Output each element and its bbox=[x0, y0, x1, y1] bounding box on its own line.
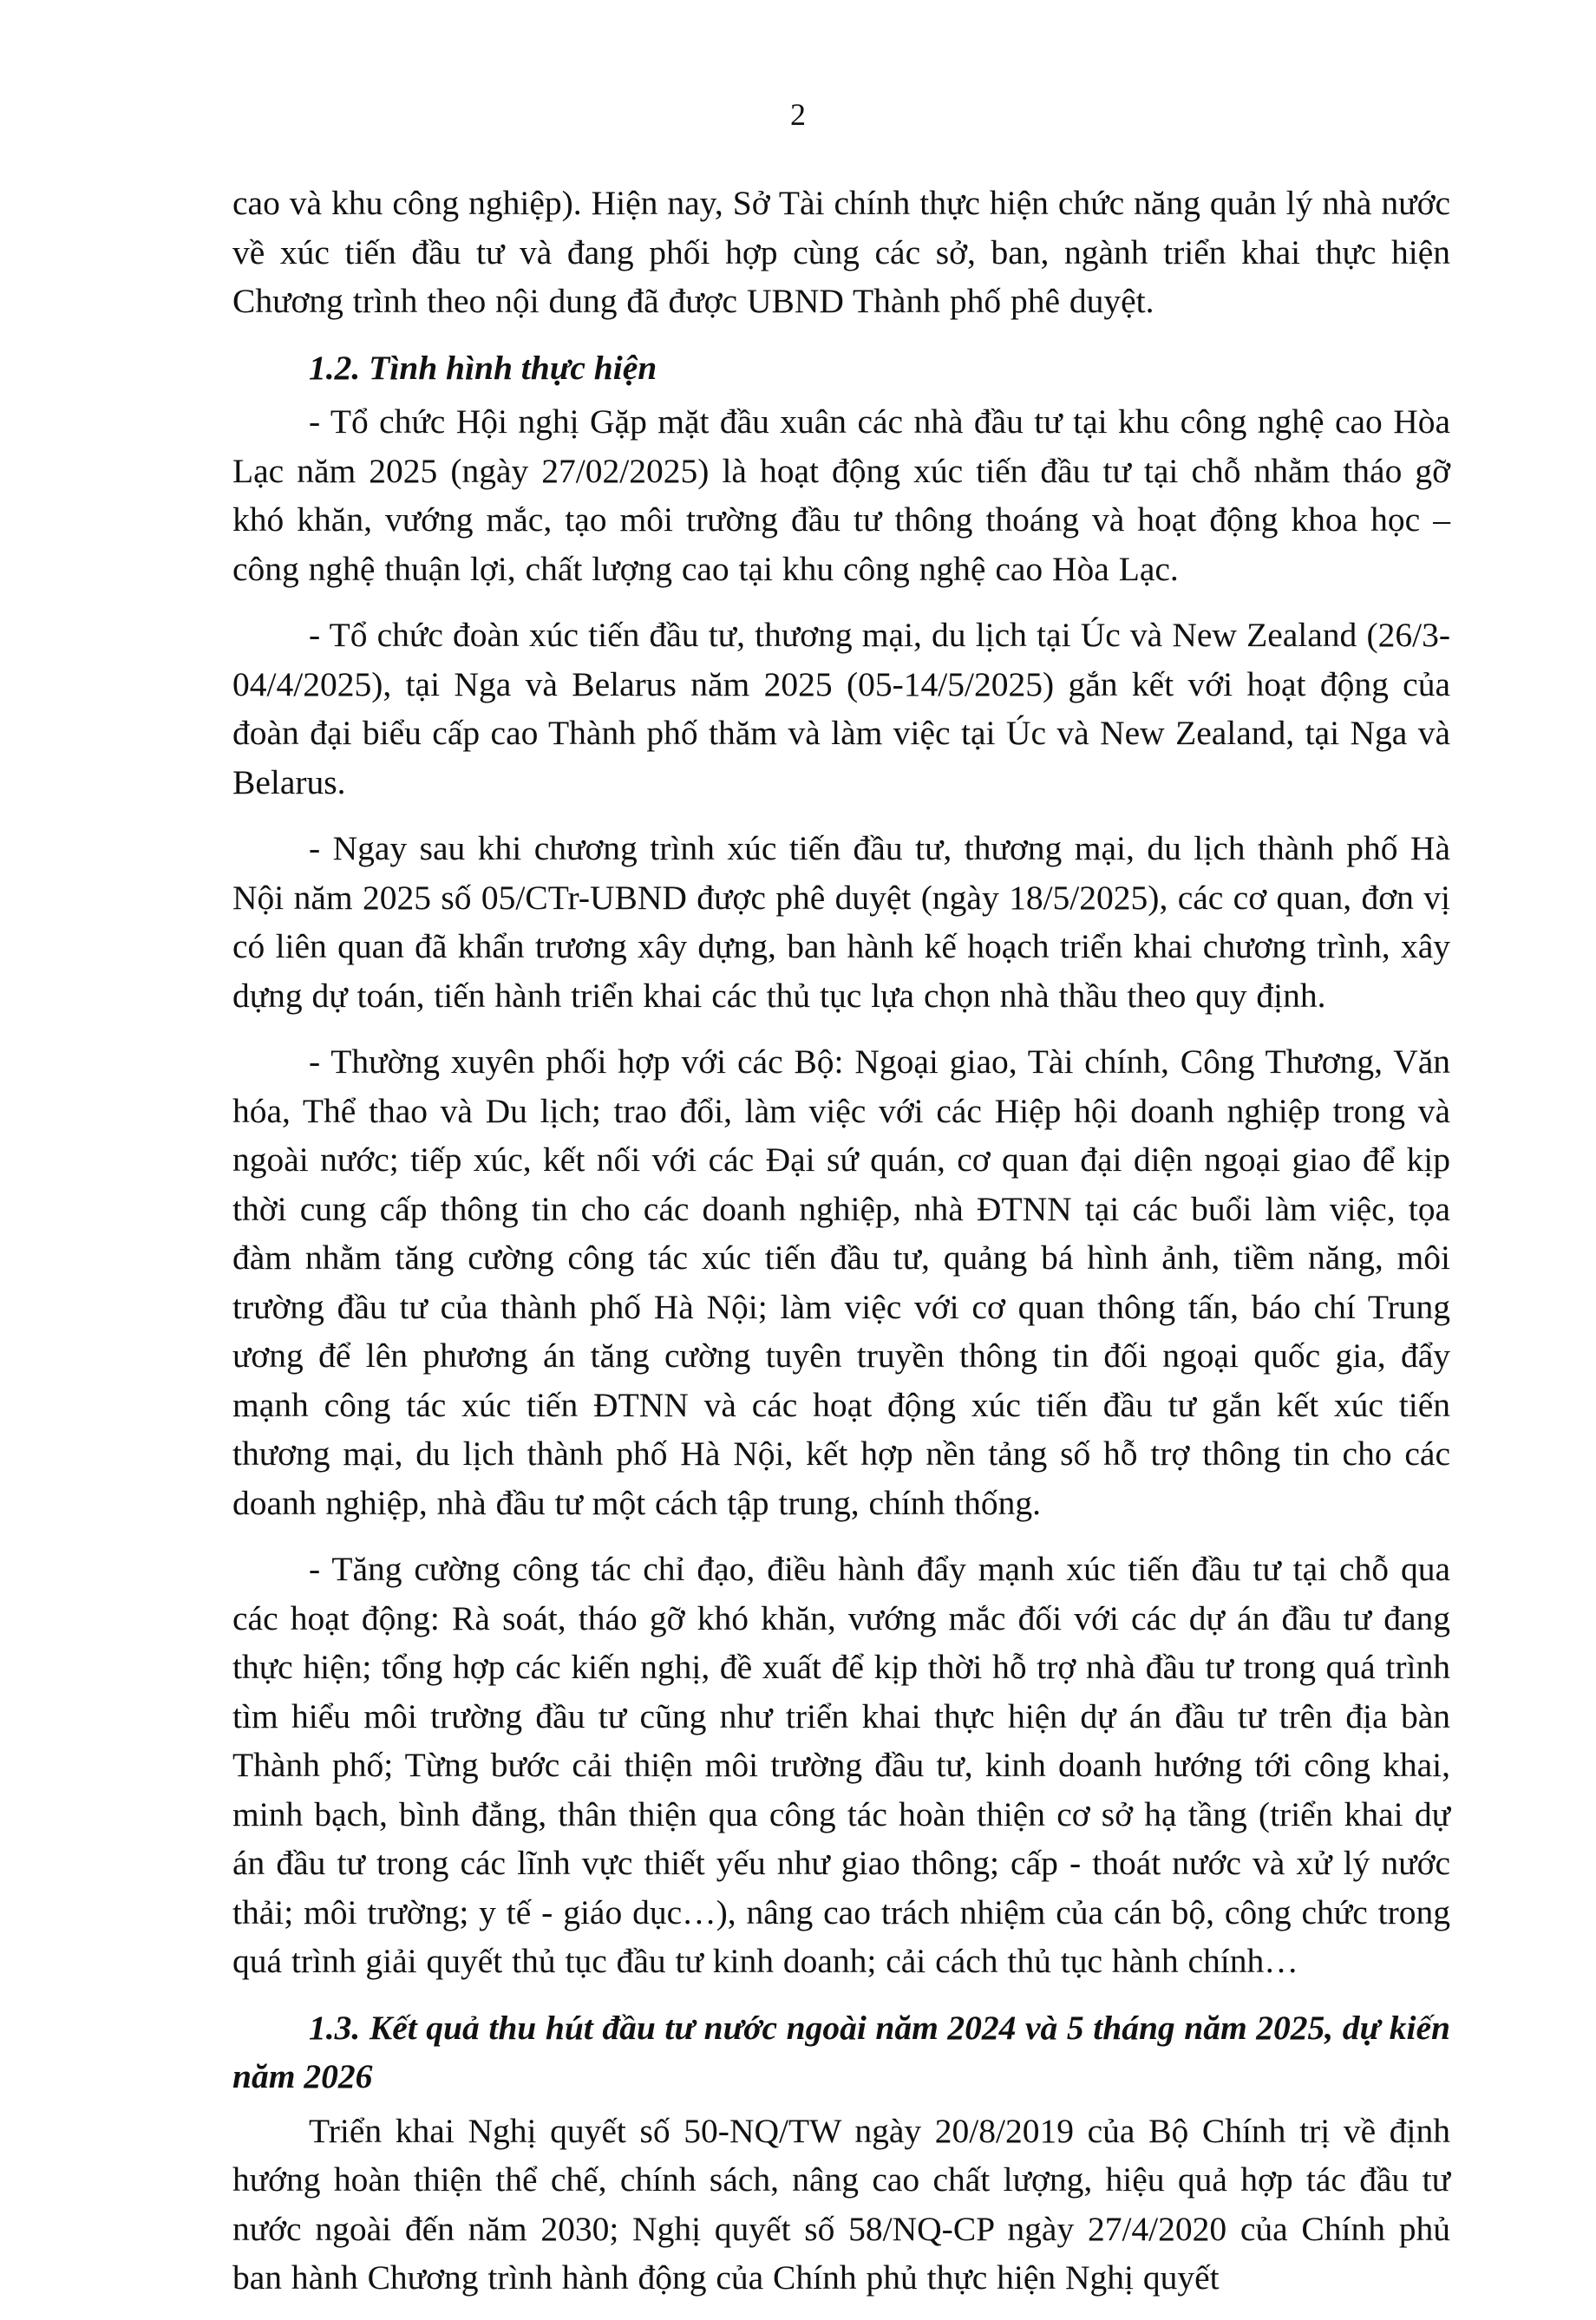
section-heading-1-3: 1.3. Kết quả thu hút đầu tư nước ngoài năm 2024 và 5 tháng năm 2025, dự kiến năm 2026 bbox=[232, 2008, 1450, 2095]
paragraph-program-approval: - Ngay sau khi chương trình xúc tiến đầu tư, thương mại, du lịch thành phố Hà Nội năm 2025 số 05/CTr-UBND được phê duyệt (ngày 18/5/2025), các cơ quan, đơn vị có liên quan đã khẩn trương xây dựng, ban hành kế hoạch triển khai chương trình, xây dựng dự toán, tiến hành triển khai các thủ tục lựa chọn nhà thầu theo quy định. bbox=[232, 829, 1450, 1015]
paragraph-ministry-coordination: - Thường xuyên phối hợp với các Bộ: Ngoại giao, Tài chính, Công Thương, Văn hóa, Thể thao và Du lịch; trao đổi, làm việc với các Hiệp hội doanh nghiệp trong và ngoài nước; tiếp xúc, kết nối với các Đại sứ quán, cơ quan đại diện ngoại giao để kịp thời cung cấp thông tin cho các doanh nghiệp, nhà ĐTNN tại các buổi làm việc, tọa đàm nhằm tăng cường công tác xúc tiến đầu tư, quảng bá hình ảnh, tiềm năng, môi trường đầu tư của thành phố Hà Nội; làm việc với cơ quan thông tấn, báo chí Trung ương để lên phương án tăng cường tuyên truyền thông tin đối ngoại quốc gia, đẩy mạnh công tác xúc tiến ĐTNN và các hoạt động xúc tiến đầu tư gắn kết xúc tiến thương mại, du lịch thành phố Hà Nội, kết hợp nền tảng số hỗ trợ thông tin cho các doanh nghiệp, nhà đầu tư một cách tập trung, chính thống. bbox=[232, 1042, 1450, 1522]
paragraph-resolution-implementation: Triển khai Nghị quyết số 50-NQ/TW ngày 20/8/2019 của Bộ Chính trị về định hướng hoàn thiện thể chế, chính sách, nâng cao chất lượng, hiệu quả hợp tác đầu tư nước ngoài đến năm 2030; Nghị quyết số 58/NQ-CP ngày 27/4/2020 của Chính phủ ban hành Chương trình hành động của Chính phủ thực hiện Nghị quyết bbox=[232, 2111, 1450, 2297]
section-heading-1-2: 1.2. Tình hình thực hiện bbox=[309, 348, 657, 387]
paragraph-conference-hoa-lac: - Tổ chức Hội nghị Gặp mặt đầu xuân các nhà đầu tư tại khu công nghệ cao Hòa Lạc năm 2025 (ngày 27/02/2025) là hoạt động xúc tiến đầu tư tại chỗ nhằm tháo gỡ khó khăn, vướng mắc, tạo môi trường đầu tư thông thoáng và hoạt động khoa học – công nghệ thuận lợi, chất lượng cao tại khu công nghệ cao Hòa Lạc. bbox=[232, 402, 1450, 588]
paragraph-intro-continuation: cao và khu công nghiệp). Hiện nay, Sở Tài chính thực hiện chức năng quản lý nhà nước về xúc tiến đầu tư và đang phối hợp cùng các sở, ban, ngành triển khai thực hiện Chương trình theo nội dung đã được UBND Thành phố phê duyệt. bbox=[232, 184, 1450, 320]
document-body bbox=[232, 179, 1450, 2320]
paragraph-onsite-promotion: - Tăng cường công tác chỉ đạo, điều hành đẩy mạnh xúc tiến đầu tư tại chỗ qua các hoạt động: Rà soát, tháo gỡ khó khăn, vướng mắc đối với các dự án đầu tư đang thực hiện; tổng hợp các kiến nghị, đề xuất để kịp thời hỗ trợ nhà đầu tư trong quá trình tìm hiểu môi trường đầu tư cũng như triển khai thực hiện dự án đầu tư trên địa bàn Thành phố; Từng bước cải thiện môi trường đầu tư, kinh doanh hướng tới công khai, minh bạch, bình đẳng, thân thiện qua công tác hoàn thiện cơ sở hạ tầng (triển khai dự án đầu tư trong các lĩnh vực thiết yếu như giao thông; cấp - thoát nước và xử lý nước thải; môi trường; y tế - giáo dục…), nâng cao trách nhiệm của cán bộ, công chức trong quá trình giải quyết thủ tục đầu tư kinh doanh; cải cách thủ tục hành chính… bbox=[232, 1550, 1450, 1980]
paragraph-delegation-australia-russia: - Tổ chức đoàn xúc tiến đầu tư, thương mại, du lịch tại Úc và New Zealand (26/3-04/4/2025), tại Nga và Belarus năm 2025 (05-14/5/2025) gắn kết với hoạt động của đoàn đại biểu cấp cao Thành phố thăm và làm việc tại Úc và New Zealand, tại Nga và Belarus. bbox=[232, 616, 1450, 801]
page-number: 2 bbox=[790, 97, 806, 132]
